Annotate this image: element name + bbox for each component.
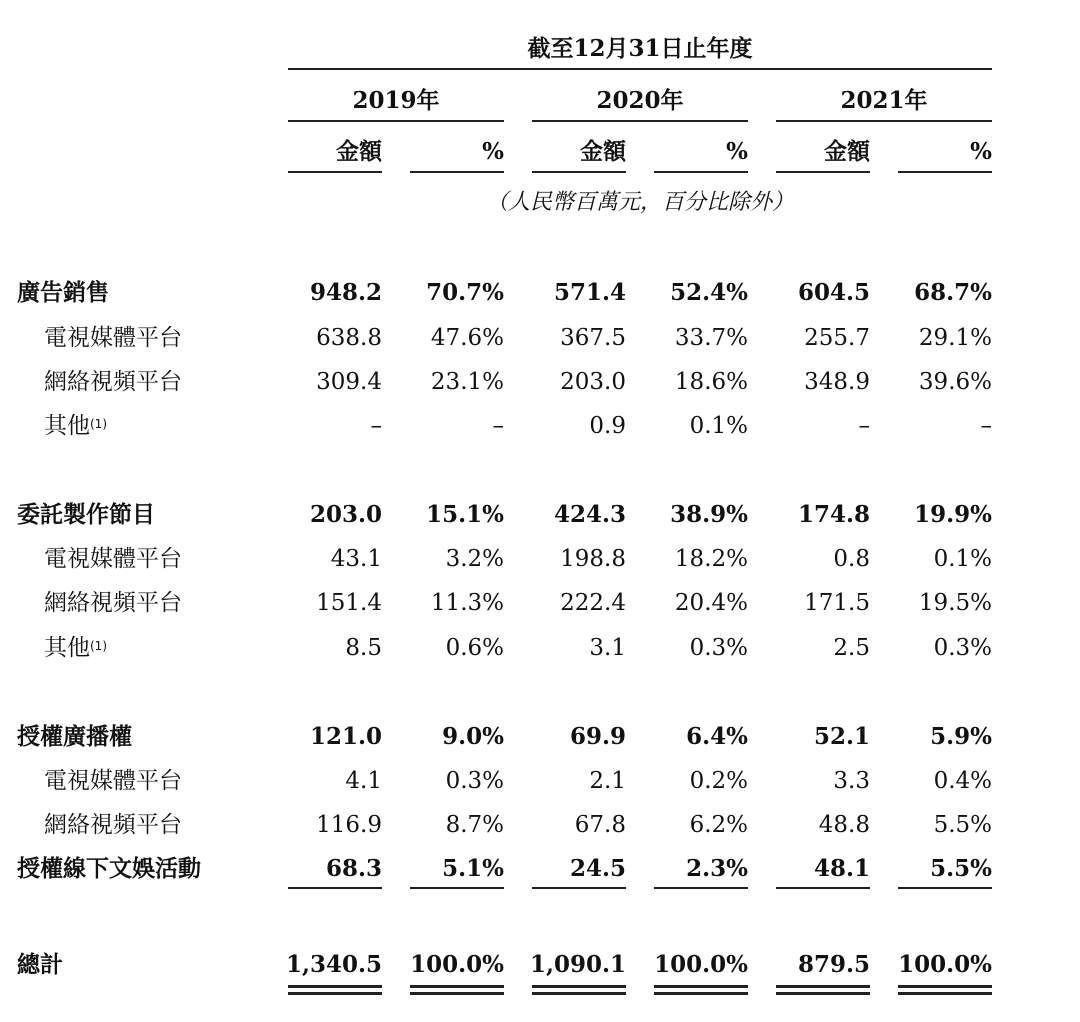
total-double-rule — [288, 985, 382, 988]
col-amount-2019: 金額 — [336, 138, 382, 165]
subtotal-rule — [410, 887, 504, 889]
total-double-rule — [898, 992, 992, 995]
row-label-text: 網絡視頻平台 — [44, 369, 182, 395]
row-label — [17, 275, 109, 311]
percent-cell: 19.9% — [914, 501, 992, 528]
percent-cell: 0.3% — [445, 768, 504, 794]
amount-cell: 121.0 — [309, 723, 382, 750]
percent-cell: 38.9% — [670, 501, 748, 528]
percent-cell: 20.4% — [674, 590, 748, 616]
row-label-text: 網絡視頻平台 — [44, 812, 182, 838]
row-label — [44, 320, 182, 356]
percent-cell: 2.3% — [686, 855, 748, 882]
amount-cell: 171.5 — [804, 590, 870, 616]
table-row — [0, 541, 1080, 577]
footnote-marker: (1) — [90, 639, 107, 653]
total-double-rule — [776, 992, 870, 995]
row-label-text: 電視媒體平台 — [44, 768, 182, 794]
col-underline — [532, 171, 626, 173]
percent-cell: 68.7% — [914, 279, 992, 306]
amount-cell: 0.9 — [589, 413, 626, 439]
year-2021-underline — [776, 120, 992, 122]
percent-cell: 11.3% — [430, 590, 504, 616]
percent-cell: 47.6% — [430, 325, 504, 351]
percent-cell: 0.2% — [689, 768, 748, 794]
percent-cell: 9.0% — [442, 723, 504, 750]
amount-cell: 203.0 — [560, 369, 626, 395]
amount-cell: 203.0 — [309, 501, 382, 528]
row-label-text: 電視媒體平台 — [44, 546, 182, 572]
footnote-marker: (1) — [90, 417, 107, 431]
table-row — [0, 947, 1080, 983]
percent-cell: 6.4% — [686, 723, 748, 750]
amount-cell: 348.9 — [804, 369, 870, 395]
percent-cell: 0.4% — [933, 768, 992, 794]
percent-cell: 3.2% — [445, 546, 504, 572]
year-2021-header: 2021年 — [840, 87, 928, 114]
row-label-text: 網絡視頻平台 — [44, 590, 182, 616]
table-row — [0, 851, 1080, 887]
unit-note: （人民幣百萬元，百分比除外） — [485, 190, 794, 215]
total-double-rule — [654, 992, 748, 995]
subtotal-rule — [654, 887, 748, 889]
amount-cell: 68.3 — [325, 855, 382, 882]
percent-cell: 33.7% — [674, 325, 748, 351]
subtotal-rule — [532, 887, 626, 889]
percent-cell: 0.3% — [689, 635, 748, 661]
amount-cell: 174.8 — [797, 501, 870, 528]
percent-cell: – — [492, 413, 504, 439]
percent-cell: 5.9% — [930, 723, 992, 750]
year-2020-header: 2020年 — [596, 87, 684, 114]
amount-cell: 309.4 — [316, 369, 382, 395]
amount-cell: 67.8 — [574, 812, 626, 838]
percent-cell: 0.1% — [933, 546, 992, 572]
amount-cell: 948.2 — [309, 279, 382, 306]
amount-cell: 1,090.1 — [529, 951, 626, 978]
table-row — [0, 763, 1080, 799]
table-row — [0, 320, 1080, 356]
row-label — [17, 497, 155, 533]
amount-cell: 424.3 — [553, 501, 626, 528]
percent-cell: – — [980, 413, 992, 439]
amount-cell: 879.5 — [797, 951, 870, 978]
total-double-rule — [410, 985, 504, 988]
total-double-rule — [532, 992, 626, 995]
percent-cell: 0.6% — [445, 635, 504, 661]
percent-cell: 100.0% — [410, 951, 504, 978]
amount-cell: 43.1 — [330, 546, 382, 572]
amount-cell: 3.3 — [833, 768, 870, 794]
row-label — [44, 364, 182, 400]
row-label — [17, 851, 201, 887]
row-label-text: 總計 — [17, 952, 63, 978]
row-label-text: 委託製作節目 — [17, 502, 155, 528]
table-row — [0, 719, 1080, 755]
amount-cell: 48.1 — [813, 855, 870, 882]
year-2020-underline — [532, 120, 748, 122]
amount-cell: – — [858, 413, 870, 439]
row-label-text: 授權廣播權 — [17, 724, 132, 750]
row-label-text: 其他 — [44, 413, 90, 439]
col-amount-2020: 金額 — [580, 138, 626, 165]
col-percent-2020: % — [726, 138, 748, 165]
table-row — [0, 497, 1080, 533]
total-double-rule — [532, 985, 626, 988]
col-percent-2021: % — [970, 138, 992, 165]
amount-cell: 0.8 — [833, 546, 870, 572]
amount-cell: 638.8 — [316, 325, 382, 351]
percent-cell: 15.1% — [426, 501, 504, 528]
col-underline — [410, 171, 504, 173]
row-label — [44, 807, 182, 843]
amount-cell: – — [370, 413, 382, 439]
col-underline — [898, 171, 992, 173]
row-label-text: 廣告銷售 — [17, 280, 109, 306]
percent-cell: 100.0% — [898, 951, 992, 978]
period-title: 截至12月31日止年度 — [527, 35, 753, 62]
subtotal-rule — [776, 887, 870, 889]
amount-cell: 367.5 — [560, 325, 626, 351]
col-amount-2021: 金額 — [824, 138, 870, 165]
amount-cell: 2.1 — [589, 768, 626, 794]
percent-cell: 5.5% — [933, 812, 992, 838]
percent-cell: 0.1% — [689, 413, 748, 439]
amount-cell: 222.4 — [560, 590, 626, 616]
percent-cell: 23.1% — [430, 369, 504, 395]
subtotal-rule — [288, 887, 382, 889]
amount-cell: 4.1 — [345, 768, 382, 794]
row-label — [44, 630, 107, 666]
percent-cell: 18.2% — [674, 546, 748, 572]
amount-cell: 69.9 — [569, 723, 626, 750]
percent-cell: 19.5% — [918, 590, 992, 616]
row-label — [44, 585, 182, 621]
table-row — [0, 408, 1080, 444]
percent-cell: 100.0% — [654, 951, 748, 978]
percent-cell: 18.6% — [674, 369, 748, 395]
table-row — [0, 364, 1080, 400]
row-label — [17, 719, 132, 755]
amount-cell: 8.5 — [345, 635, 382, 661]
total-double-rule — [776, 985, 870, 988]
amount-cell: 571.4 — [553, 279, 626, 306]
amount-cell: 255.7 — [804, 325, 870, 351]
col-underline — [776, 171, 870, 173]
percent-cell: 70.7% — [426, 279, 504, 306]
percent-cell: 5.1% — [442, 855, 504, 882]
row-label-text: 其他 — [44, 635, 90, 661]
amount-cell: 604.5 — [797, 279, 870, 306]
total-double-rule — [654, 985, 748, 988]
col-percent-2019: % — [482, 138, 504, 165]
amount-cell: 116.9 — [316, 812, 382, 838]
amount-cell: 48.8 — [818, 812, 870, 838]
row-label — [44, 541, 182, 577]
amount-cell: 151.4 — [316, 590, 382, 616]
amount-cell: 2.5 — [833, 635, 870, 661]
percent-cell: 5.5% — [930, 855, 992, 882]
percent-cell: 29.1% — [918, 325, 992, 351]
percent-cell: 6.2% — [689, 812, 748, 838]
col-underline — [654, 171, 748, 173]
amount-cell: 3.1 — [589, 635, 626, 661]
col-underline — [288, 171, 382, 173]
year-2019-underline — [288, 120, 504, 122]
row-label — [44, 408, 107, 444]
period-underline — [288, 68, 992, 70]
amount-cell: 1,340.5 — [285, 951, 382, 978]
row-label — [44, 763, 182, 799]
table-row — [0, 807, 1080, 843]
amount-cell: 24.5 — [569, 855, 626, 882]
total-double-rule — [288, 992, 382, 995]
year-2019-header: 2019年 — [352, 87, 440, 114]
row-label — [17, 947, 63, 983]
table-row — [0, 275, 1080, 311]
total-double-rule — [898, 985, 992, 988]
table-row — [0, 630, 1080, 666]
row-label-text: 電視媒體平台 — [44, 325, 182, 351]
amount-cell: 52.1 — [813, 723, 870, 750]
amount-cell: 198.8 — [560, 546, 626, 572]
total-double-rule — [410, 992, 504, 995]
percent-cell: 52.4% — [670, 279, 748, 306]
percent-cell: 0.3% — [933, 635, 992, 661]
table-row — [0, 585, 1080, 621]
subtotal-rule — [898, 887, 992, 889]
percent-cell: 39.6% — [918, 369, 992, 395]
percent-cell: 8.7% — [445, 812, 504, 838]
row-label-text: 授權線下文娛活動 — [17, 856, 201, 882]
